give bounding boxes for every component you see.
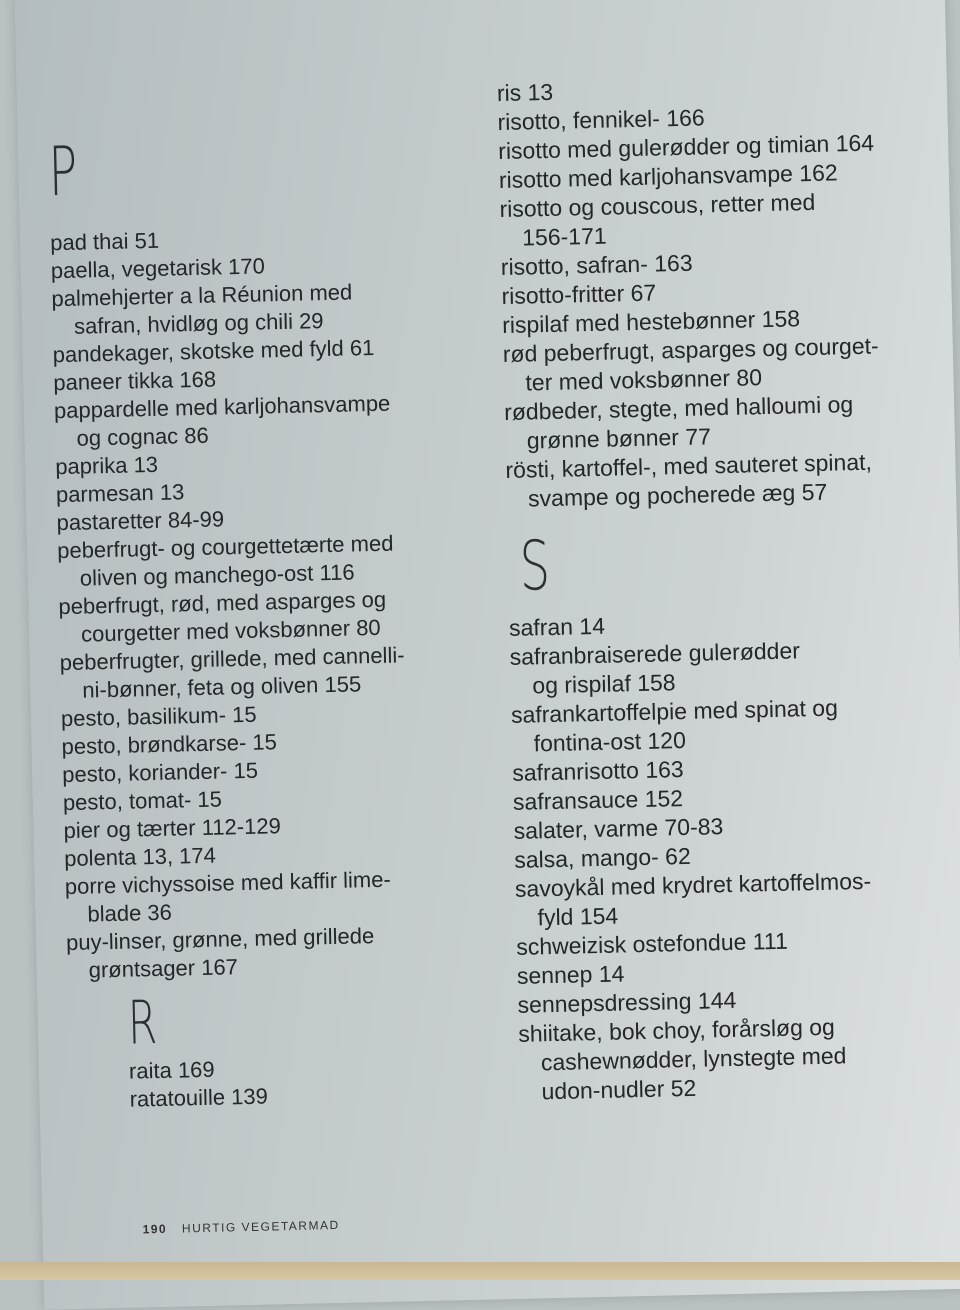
index-entry-text: salsa, mango- 62 bbox=[514, 842, 692, 873]
index-entry-text: salater, varme 70-83 bbox=[513, 813, 724, 844]
r-entries-list-right bbox=[497, 69, 947, 514]
index-entry bbox=[511, 691, 952, 759]
index-entry-text: raita 169 bbox=[128, 1056, 215, 1084]
index-entry-text: pastaretter 84-99 bbox=[56, 506, 225, 536]
index-entry bbox=[57, 527, 488, 593]
index-entry-text: safranbraiserede gulerødder bbox=[509, 637, 801, 670]
index-entry-text: safransauce 152 bbox=[512, 785, 684, 815]
index-entry-text: puy-linser, grønne, med grillede bbox=[65, 923, 375, 956]
index-entry-text: safrankartoffelpie med spinat og bbox=[510, 694, 839, 728]
index-entry-text: safran 14 bbox=[508, 612, 606, 641]
index-entry-text: rösti, kartoffel-, med sauteret spinat, bbox=[505, 448, 873, 483]
section-letter-r: R bbox=[127, 988, 158, 1059]
index-entry-text: sennepsdressing 144 bbox=[517, 986, 737, 1018]
section-letter-p: P bbox=[47, 132, 79, 213]
index-entry-continuation: cashewnødder, lynstegte med bbox=[540, 1042, 847, 1076]
index-entry-text: savoykål med krydret kartoffelmos- bbox=[514, 867, 872, 902]
index-entry bbox=[51, 275, 482, 341]
index-entry bbox=[509, 633, 950, 701]
index-entry-text: pandekager, skotske med fyld 61 bbox=[52, 334, 375, 368]
index-column-right bbox=[497, 69, 960, 1107]
index-entry-continuation: svampe og pocherede æg 57 bbox=[527, 478, 828, 512]
book-title: HURTIG VEGETARMAD bbox=[181, 1217, 340, 1236]
section-letter-s: S bbox=[518, 527, 551, 607]
index-entry-text: risotto og couscous, retter med bbox=[499, 188, 816, 223]
index-entry-text: shiitake, bok choy, forårsløg og bbox=[517, 1013, 836, 1047]
index-entry-text: peberfrugter, grillede, med cannelli- bbox=[59, 642, 405, 676]
index-entry-continuation: grøntsager 167 bbox=[88, 954, 239, 983]
index-entry-text: safranrisotto 163 bbox=[512, 756, 684, 786]
index-entry-text: rødbeder, stegte, med halloumi og bbox=[503, 391, 854, 425]
index-entry-text: ris 13 bbox=[496, 78, 554, 107]
index-entry-text: pappardelle med karljohansvampe bbox=[53, 390, 391, 424]
index-entry-continuation: ni-bønner, feta og oliven 155 bbox=[82, 671, 362, 703]
index-entry-text: palmehjerter a la Réunion med bbox=[51, 279, 353, 312]
index-entry-text: rispilaf med hestebønner 158 bbox=[501, 305, 801, 339]
index-entry-continuation: safran, hvidløg og chili 29 bbox=[73, 308, 324, 339]
index-entry-continuation: blade 36 bbox=[87, 899, 173, 927]
page-footer bbox=[142, 1218, 339, 1236]
r-entries-list-left bbox=[129, 1049, 500, 1113]
index-entry-text: porre vichyssoise med kaffir lime- bbox=[64, 866, 392, 900]
index-entry-text: pesto, brøndkarse- 15 bbox=[61, 729, 278, 760]
index-entry-text: pesto, koriander- 15 bbox=[61, 757, 259, 788]
index-entry-text: peberfrugt- og courgettetærte med bbox=[56, 530, 394, 564]
index-entry-text: pesto, tomat- 15 bbox=[62, 786, 223, 816]
index-entry bbox=[54, 387, 485, 453]
index-entry bbox=[515, 865, 956, 933]
table-surface bbox=[0, 1262, 960, 1280]
index-column-left bbox=[48, 130, 500, 1116]
index-entry-continuation: fontina-ost 120 bbox=[533, 726, 687, 757]
s-entries-list bbox=[509, 604, 960, 1107]
index-entry-text: pesto, basilikum- 15 bbox=[60, 701, 257, 732]
index-entry bbox=[503, 330, 944, 398]
index-entry-text: paneer tikka 168 bbox=[53, 366, 217, 396]
index-entry bbox=[65, 863, 496, 929]
index-entry bbox=[505, 446, 946, 514]
index-entry-continuation: udon-nudler 52 bbox=[541, 1074, 697, 1105]
book-page bbox=[14, 0, 960, 1310]
index-entry-text: paprika 13 bbox=[54, 451, 159, 480]
p-entries-list bbox=[50, 219, 497, 985]
index-entry-text: parmesan 13 bbox=[55, 479, 185, 508]
index-entry-text: pad thai 51 bbox=[49, 227, 160, 256]
index-entry-text: sennep 14 bbox=[516, 960, 625, 989]
index-entry bbox=[518, 1010, 960, 1107]
index-entry-text: risotto-fritter 67 bbox=[501, 279, 657, 310]
index-entry-text: ratatouille 139 bbox=[129, 1083, 269, 1112]
index-entry-continuation: ter med voksbønner 80 bbox=[525, 364, 763, 396]
index-entry-continuation: 156-171 bbox=[521, 222, 607, 251]
index-entry bbox=[59, 639, 490, 705]
page-number: 190 bbox=[142, 1221, 168, 1237]
index-entry-text: risotto, safran- 163 bbox=[500, 249, 693, 281]
index-entry-text: paella, vegetarisk 170 bbox=[50, 253, 266, 284]
index-entry-text: risotto, fennikel- 166 bbox=[497, 104, 705, 136]
index-entry-continuation: courgetter med voksbønner 80 bbox=[80, 614, 381, 647]
index-entry-continuation: og cognac 86 bbox=[76, 422, 209, 451]
index-entry-text: risotto med gulerødder og timian 164 bbox=[497, 129, 875, 165]
index-entry-text: risotto med karljohansvampe 162 bbox=[498, 159, 838, 194]
index-entry-continuation: og rispilaf 158 bbox=[532, 669, 676, 699]
index-entry-text: polenta 13, 174 bbox=[63, 842, 217, 872]
index-entry-continuation: fyld 154 bbox=[537, 902, 619, 931]
index-entry bbox=[66, 919, 497, 985]
index-entry-text: peberfrugt, rød, med asparges og bbox=[58, 586, 387, 620]
index-entry bbox=[499, 185, 940, 253]
index-entry bbox=[58, 583, 489, 649]
index-entry-continuation: grønne bønner 77 bbox=[526, 423, 712, 454]
index-entry-text: pier og tærter 112-129 bbox=[63, 813, 282, 844]
index-entry-text: schweizisk ostefondue 111 bbox=[515, 927, 789, 960]
index-entry-text: rød peberfrugt, asparges og courget- bbox=[502, 332, 879, 368]
index-entry-continuation: oliven og manchego-ost 116 bbox=[79, 559, 355, 591]
index-entry bbox=[504, 388, 945, 456]
